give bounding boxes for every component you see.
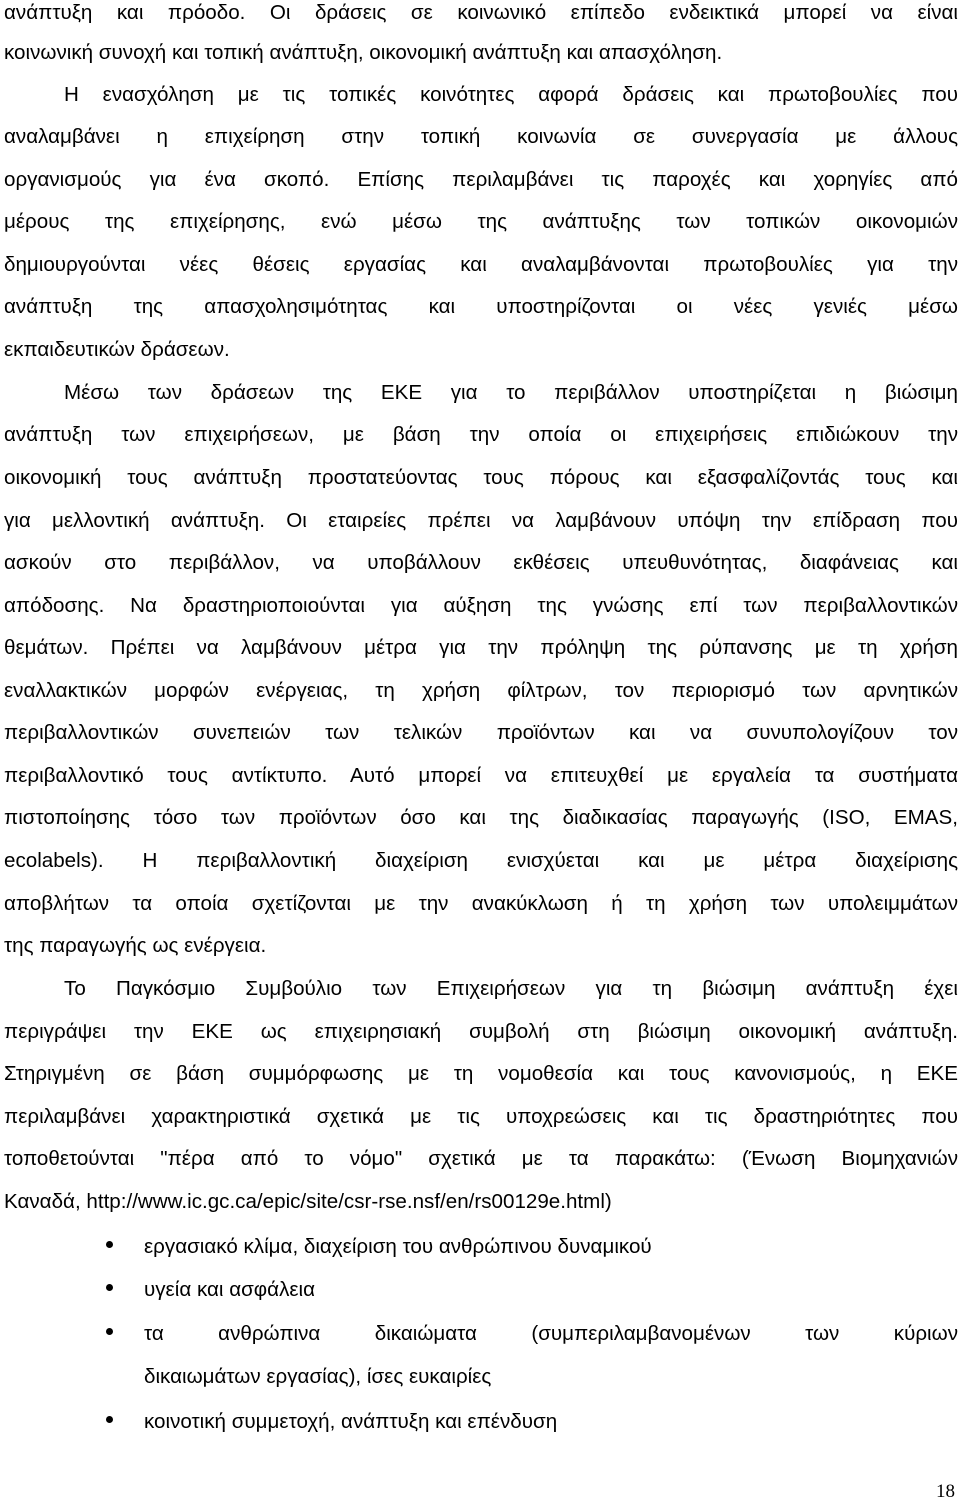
paragraph-line: τοποθετούνται "πέρα από το νόμο" σχετικά με τα παρακάτω: (Ένωση Βιομηχανιών: [4, 1147, 958, 1170]
paragraph-line: ανάπτυξη των επιχειρήσεων, με βάση την οποία οι επιχειρήσεις επιδιώκουν την: [4, 423, 958, 446]
paragraph-line: ecolabels). Η περιβαλλοντική διαχείριση ενισχύεται και με μέτρα διαχείρισης: [4, 849, 958, 872]
paragraph-line: περιγράψει την ΕΚΕ ως επιχειρησιακή συμβολή στη βιώσιμη οικονομική ανάπτυξη.: [4, 1020, 958, 1043]
paragraph-line: περιλαμβάνει χαρακτηριστικά σχετικά με τις υποχρεώσεις και τις δραστηριότητες που: [4, 1105, 958, 1128]
bullet-item: εργασιακό κλίμα, διαχείριση του ανθρώπινου δυναμικού: [144, 1235, 652, 1258]
paragraph-line: αναλαμβάνει η επιχείρηση στην τοπική κοινωνία σε συνεργασία με άλλους: [4, 125, 958, 148]
paragraph-line: Καναδά, http://www.ic.gc.ca/epic/site/csr-rse.nsf/en/rs00129e.html): [4, 1190, 612, 1213]
paragraph-line: ασκούν στο περιβάλλον, να υποβάλλουν εκθέσεις υπευθυνότητας, διαφάνειας και: [4, 551, 958, 574]
bullet-icon: [106, 1416, 113, 1423]
paragraph-line: ανάπτυξη και πρόοδο. Οι δράσεις σε κοινωνικό επίπεδο ενδεικτικά μπορεί να είναι: [4, 1, 958, 24]
bullet-item: υγεία και ασφάλεια: [144, 1278, 316, 1301]
paragraph-line: οργανισμούς για ένα σκοπό. Επίσης περιλαμβάνει τις παροχές και χορηγίες από: [4, 168, 958, 191]
paragraph-line: για μελλοντική ανάπτυξη. Οι εταιρείες πρέπει να λαμβάνουν υπόψη την επίδραση που: [4, 509, 958, 532]
paragraph-line: δημιουργούνται νέες θέσεις εργασίας και αναλαμβάνονται πρωτοβουλίες για την: [4, 253, 958, 276]
bullet-icon: [106, 1328, 113, 1335]
paragraph-line: Στηριγμένη σε βάση συμμόρφωσης με τη νομοθεσία και τους κανονισμούς, η ΕΚΕ: [4, 1062, 958, 1085]
paragraph-line: κοινωνική συνοχή και τοπική ανάπτυξη, οικονομική ανάπτυξη και απασχόληση.: [4, 41, 723, 64]
paragraph-line: πιστοποίησης τόσο των προϊόντων όσο και της διαδικασίας παραγωγής (ISO, EMAS,: [4, 806, 958, 829]
paragraph-line: ανάπτυξη της απασχολησιμότητας και υποστηρίζονται οι νέες γενιές μέσω: [4, 295, 958, 318]
paragraph-line: περιβαλλοντικό τους αντίκτυπο. Αυτό μπορεί να επιτευχθεί με εργαλεία τα συστήματα: [4, 764, 958, 787]
paragraph-line: εναλλακτικών μορφών ενέργειας, τη χρήση φίλτρων, τον περιορισμό των αρνητικών: [4, 679, 958, 702]
paragraph-line: εκπαιδευτικών δράσεων.: [4, 338, 230, 361]
bullet-icon: [106, 1284, 113, 1291]
paragraph-line: Η ενασχόληση με τις τοπικές κοινότητες αφορά δράσεις και πρωτοβουλίες που: [64, 83, 958, 106]
paragraph-line: οικονομική τους ανάπτυξη προστατεύοντας τους πόρους και εξασφαλίζοντάς τους και: [4, 466, 958, 489]
bullet-item: κοινοτική συμμετοχή, ανάπτυξη και επένδυση: [144, 1410, 558, 1433]
paragraph-line: Μέσω των δράσεων της ΕΚΕ για το περιβάλλον υποστηρίζεται η βιώσιμη: [64, 381, 958, 404]
bullet-item: τα ανθρώπινα δικαιώματα (συμπεριλαμβανομένων των κύριων: [144, 1322, 958, 1345]
bullet-item-continuation: δικαιωμάτων εργασίας), ίσες ευκαιρίες: [144, 1365, 492, 1388]
paragraph-line: αποβλήτων τα οποία σχετίζονται με την ανακύκλωση ή τη χρήση των υπολειμμάτων: [4, 892, 958, 915]
paragraph-line: της παραγωγής ως ενέργεια.: [4, 934, 267, 957]
paragraph-line: θεμάτων. Πρέπει να λαμβάνουν μέτρα για την πρόληψη της ρύπανσης με τη χρήση: [4, 636, 958, 659]
bullet-icon: [106, 1241, 113, 1248]
paragraph-line: μέρους της επιχείρησης, ενώ μέσω της ανάπτυξης των τοπικών οικονομιών: [4, 210, 958, 233]
page-number: 18: [936, 1481, 955, 1502]
paragraph-line: περιβαλλοντικών συνεπειών των τελικών προϊόντων και να συνυπολογίζουν τον: [4, 721, 958, 744]
paragraph-line: Το Παγκόσμιο Συμβούλιο των Επιχειρήσεων για τη βιώσιμη ανάπτυξη έχει: [64, 977, 958, 1000]
paragraph-line: απόδοσης. Να δραστηριοποιούνται για αύξηση της γνώσης επί των περιβαλλοντικών: [4, 594, 958, 617]
